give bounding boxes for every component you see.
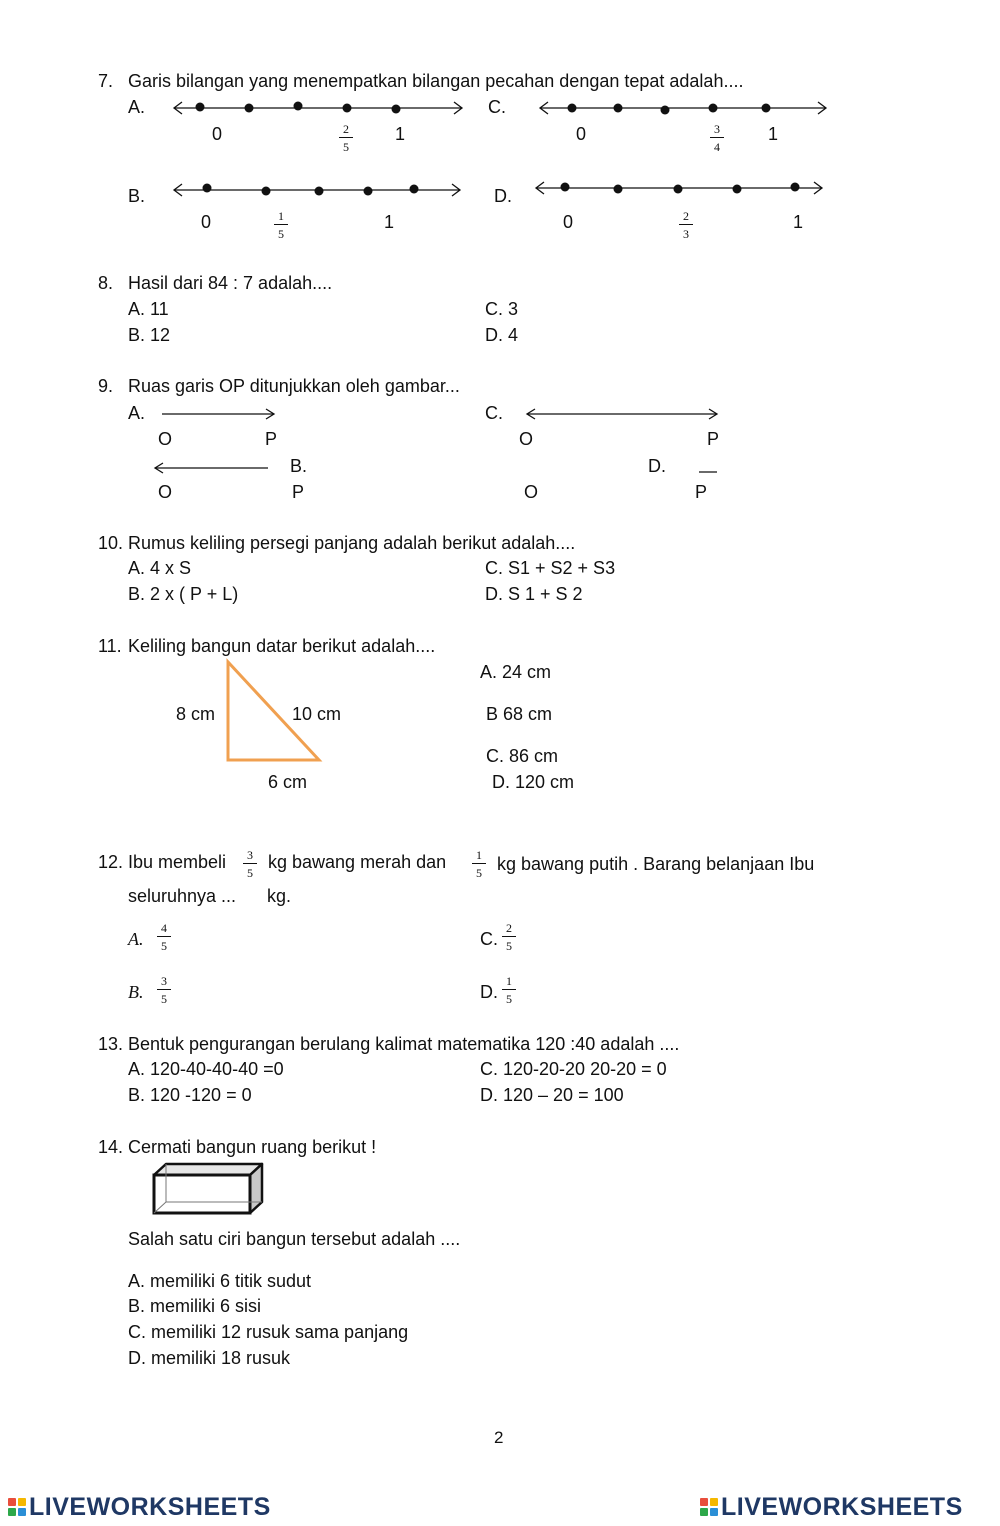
q9-question: Ruas garis OP ditunjukkan oleh gambar...	[128, 376, 460, 396]
q10-number: 10.	[98, 533, 124, 553]
q7a-fraction: $\frac{2}{5}$	[339, 123, 353, 153]
q7d-number-line	[532, 178, 832, 198]
q11-option-a: A. 24 cm	[480, 662, 552, 682]
q8-option-a: A. 11	[128, 299, 169, 319]
q11-question: Keliling bangun datar berikut adalah....	[128, 636, 436, 656]
q7-option-b-label: B.	[128, 186, 146, 206]
q12-fraction-1: $\frac{3}{5}$	[243, 849, 257, 879]
q14-number: 14.	[98, 1137, 124, 1157]
q13-option-b: B. 120 -120 = 0	[128, 1085, 252, 1105]
q9c-point-p: P	[707, 429, 720, 449]
q11-side-hyp: 10 cm	[292, 704, 342, 724]
q12-option-b-fraction: $\frac{3}{5}$	[157, 975, 171, 1005]
q9b-point-o: O	[158, 482, 173, 502]
q14-option-c: C. memiliki 12 rusuk sama panjang	[128, 1322, 409, 1342]
brand-text: LIVEWORKSHEETS	[721, 1492, 963, 1521]
q7c-one: 1	[768, 124, 779, 144]
q12-text-e: kg.	[267, 886, 292, 906]
q14-subtext: Salah satu ciri bangun tersebut adalah ....	[128, 1229, 461, 1249]
brand-text: LIVEWORKSHEETS	[29, 1492, 271, 1521]
q9b-ray-left	[152, 460, 272, 476]
liveworksheets-grid-icon	[8, 1498, 26, 1516]
q12-text-a: Ibu membeli	[128, 852, 227, 872]
q9-option-b-label: B.	[290, 456, 308, 476]
q12-text-c: kg bawang putih . Barang belanjaan Ibu	[497, 854, 815, 874]
page-number: 2	[494, 1428, 504, 1447]
q8-option-b: B. 12	[128, 325, 171, 345]
q8-option-d: D. 4	[485, 325, 519, 345]
q7b-number-line	[170, 180, 470, 200]
q12-option-d-fraction: $\frac{1}{5}$	[502, 975, 516, 1005]
q14-option-b: B. memiliki 6 sisi	[128, 1296, 262, 1316]
q9-option-a-label: A.	[128, 403, 146, 423]
q11-option-c: C. 86 cm	[486, 746, 559, 766]
q7a-number-line	[170, 98, 470, 118]
q9d-point-o: O	[524, 482, 539, 502]
q9c-point-o: O	[519, 429, 534, 449]
q8-number: 8.	[98, 273, 114, 293]
q7b-one: 1	[384, 212, 395, 232]
q7d-fraction: $\frac{2}{3}$	[679, 210, 693, 240]
q7b-zero: 0	[201, 212, 212, 232]
q12-number: 12.	[98, 852, 124, 872]
q12-option-c-fraction: $\frac{2}{5}$	[502, 922, 516, 952]
q11-option-b: B 68 cm	[486, 704, 553, 724]
q9-option-c-label: C.	[485, 403, 503, 423]
q7d-zero: 0	[563, 212, 574, 232]
q9a-point-o: O	[158, 429, 173, 449]
q9-option-d-label: D.	[648, 456, 666, 476]
q7-option-c-label: C.	[488, 97, 506, 117]
cuboid-figure	[150, 1160, 270, 1218]
q7a-zero: 0	[212, 124, 223, 144]
q7-option-a-label: A.	[128, 97, 146, 117]
q10-option-b: B. 2 x ( P + L)	[128, 584, 239, 604]
q11-side-left: 8 cm	[176, 704, 216, 724]
q12-option-a-label: A.	[128, 929, 144, 949]
q9c-line-both	[524, 406, 724, 422]
q7-number: 7.	[98, 71, 114, 91]
q12-option-a-fraction: $\frac{4}{5}$	[157, 922, 171, 952]
q11-side-bottom: 6 cm	[268, 772, 308, 792]
q7c-fraction: $\frac{3}{4}$	[710, 123, 724, 153]
q7c-zero: 0	[576, 124, 587, 144]
q9a-ray-right	[160, 406, 280, 422]
q13-option-d: D. 120 – 20 = 100	[480, 1085, 624, 1105]
q12-option-c-label: C.	[480, 929, 498, 949]
q14-option-a: A. memiliki 6 titik sudut	[128, 1271, 312, 1291]
q10-question: Rumus keliling persegi panjang adalah berikut adalah....	[128, 533, 576, 553]
q9-number: 9.	[98, 376, 114, 396]
q10-option-a: A. 4 x S	[128, 558, 192, 578]
q12-text-d: seluruhnya ...	[128, 886, 237, 906]
q13-question: Bentuk pengurangan berulang kalimat matematika 120 :40 adalah ....	[128, 1034, 680, 1054]
q12-fraction-2: $\frac{1}{5}$	[472, 849, 486, 879]
liveworksheets-grid-icon	[700, 1498, 718, 1516]
q12-option-b-label: B.	[128, 982, 144, 1002]
q14-option-d: D. memiliki 18 rusuk	[128, 1348, 291, 1368]
q10-option-c: C. S1 + S2 + S3	[485, 558, 616, 578]
q7a-one: 1	[395, 124, 406, 144]
q11-option-d: D. 120 cm	[492, 772, 575, 792]
q9a-point-p: P	[265, 429, 278, 449]
q14-question: Cermati bangun ruang berikut !	[128, 1137, 377, 1157]
q10-option-d: D. S 1 + S 2	[485, 584, 583, 604]
q13-option-c: C. 120-20-20 20-20 = 0	[480, 1059, 667, 1079]
q7-option-d-label: D.	[494, 186, 512, 206]
q9b-point-p: P	[292, 482, 305, 502]
liveworksheets-logo-right	[700, 1494, 963, 1520]
q13-number: 13.	[98, 1034, 124, 1054]
q12-option-d-label: D.	[480, 982, 498, 1002]
q12-text-b: kg bawang merah dan	[268, 852, 447, 872]
q9d-point-p: P	[695, 482, 708, 502]
q7-question: Garis bilangan yang menempatkan bilangan pecahan dengan tepat adalah....	[128, 71, 744, 91]
q11-number: 11.	[98, 636, 122, 656]
q7c-number-line	[536, 98, 836, 118]
q7d-one: 1	[793, 212, 804, 232]
q9d-segment-bar	[698, 470, 720, 474]
liveworksheets-logo-left	[8, 1494, 271, 1520]
q8-option-c: C. 3	[485, 299, 519, 319]
q13-option-a: A. 120-40-40-40 =0	[128, 1059, 284, 1079]
q8-question: Hasil dari 84 : 7 adalah....	[128, 273, 333, 293]
q7b-fraction: $\frac{1}{5}$	[274, 210, 288, 240]
